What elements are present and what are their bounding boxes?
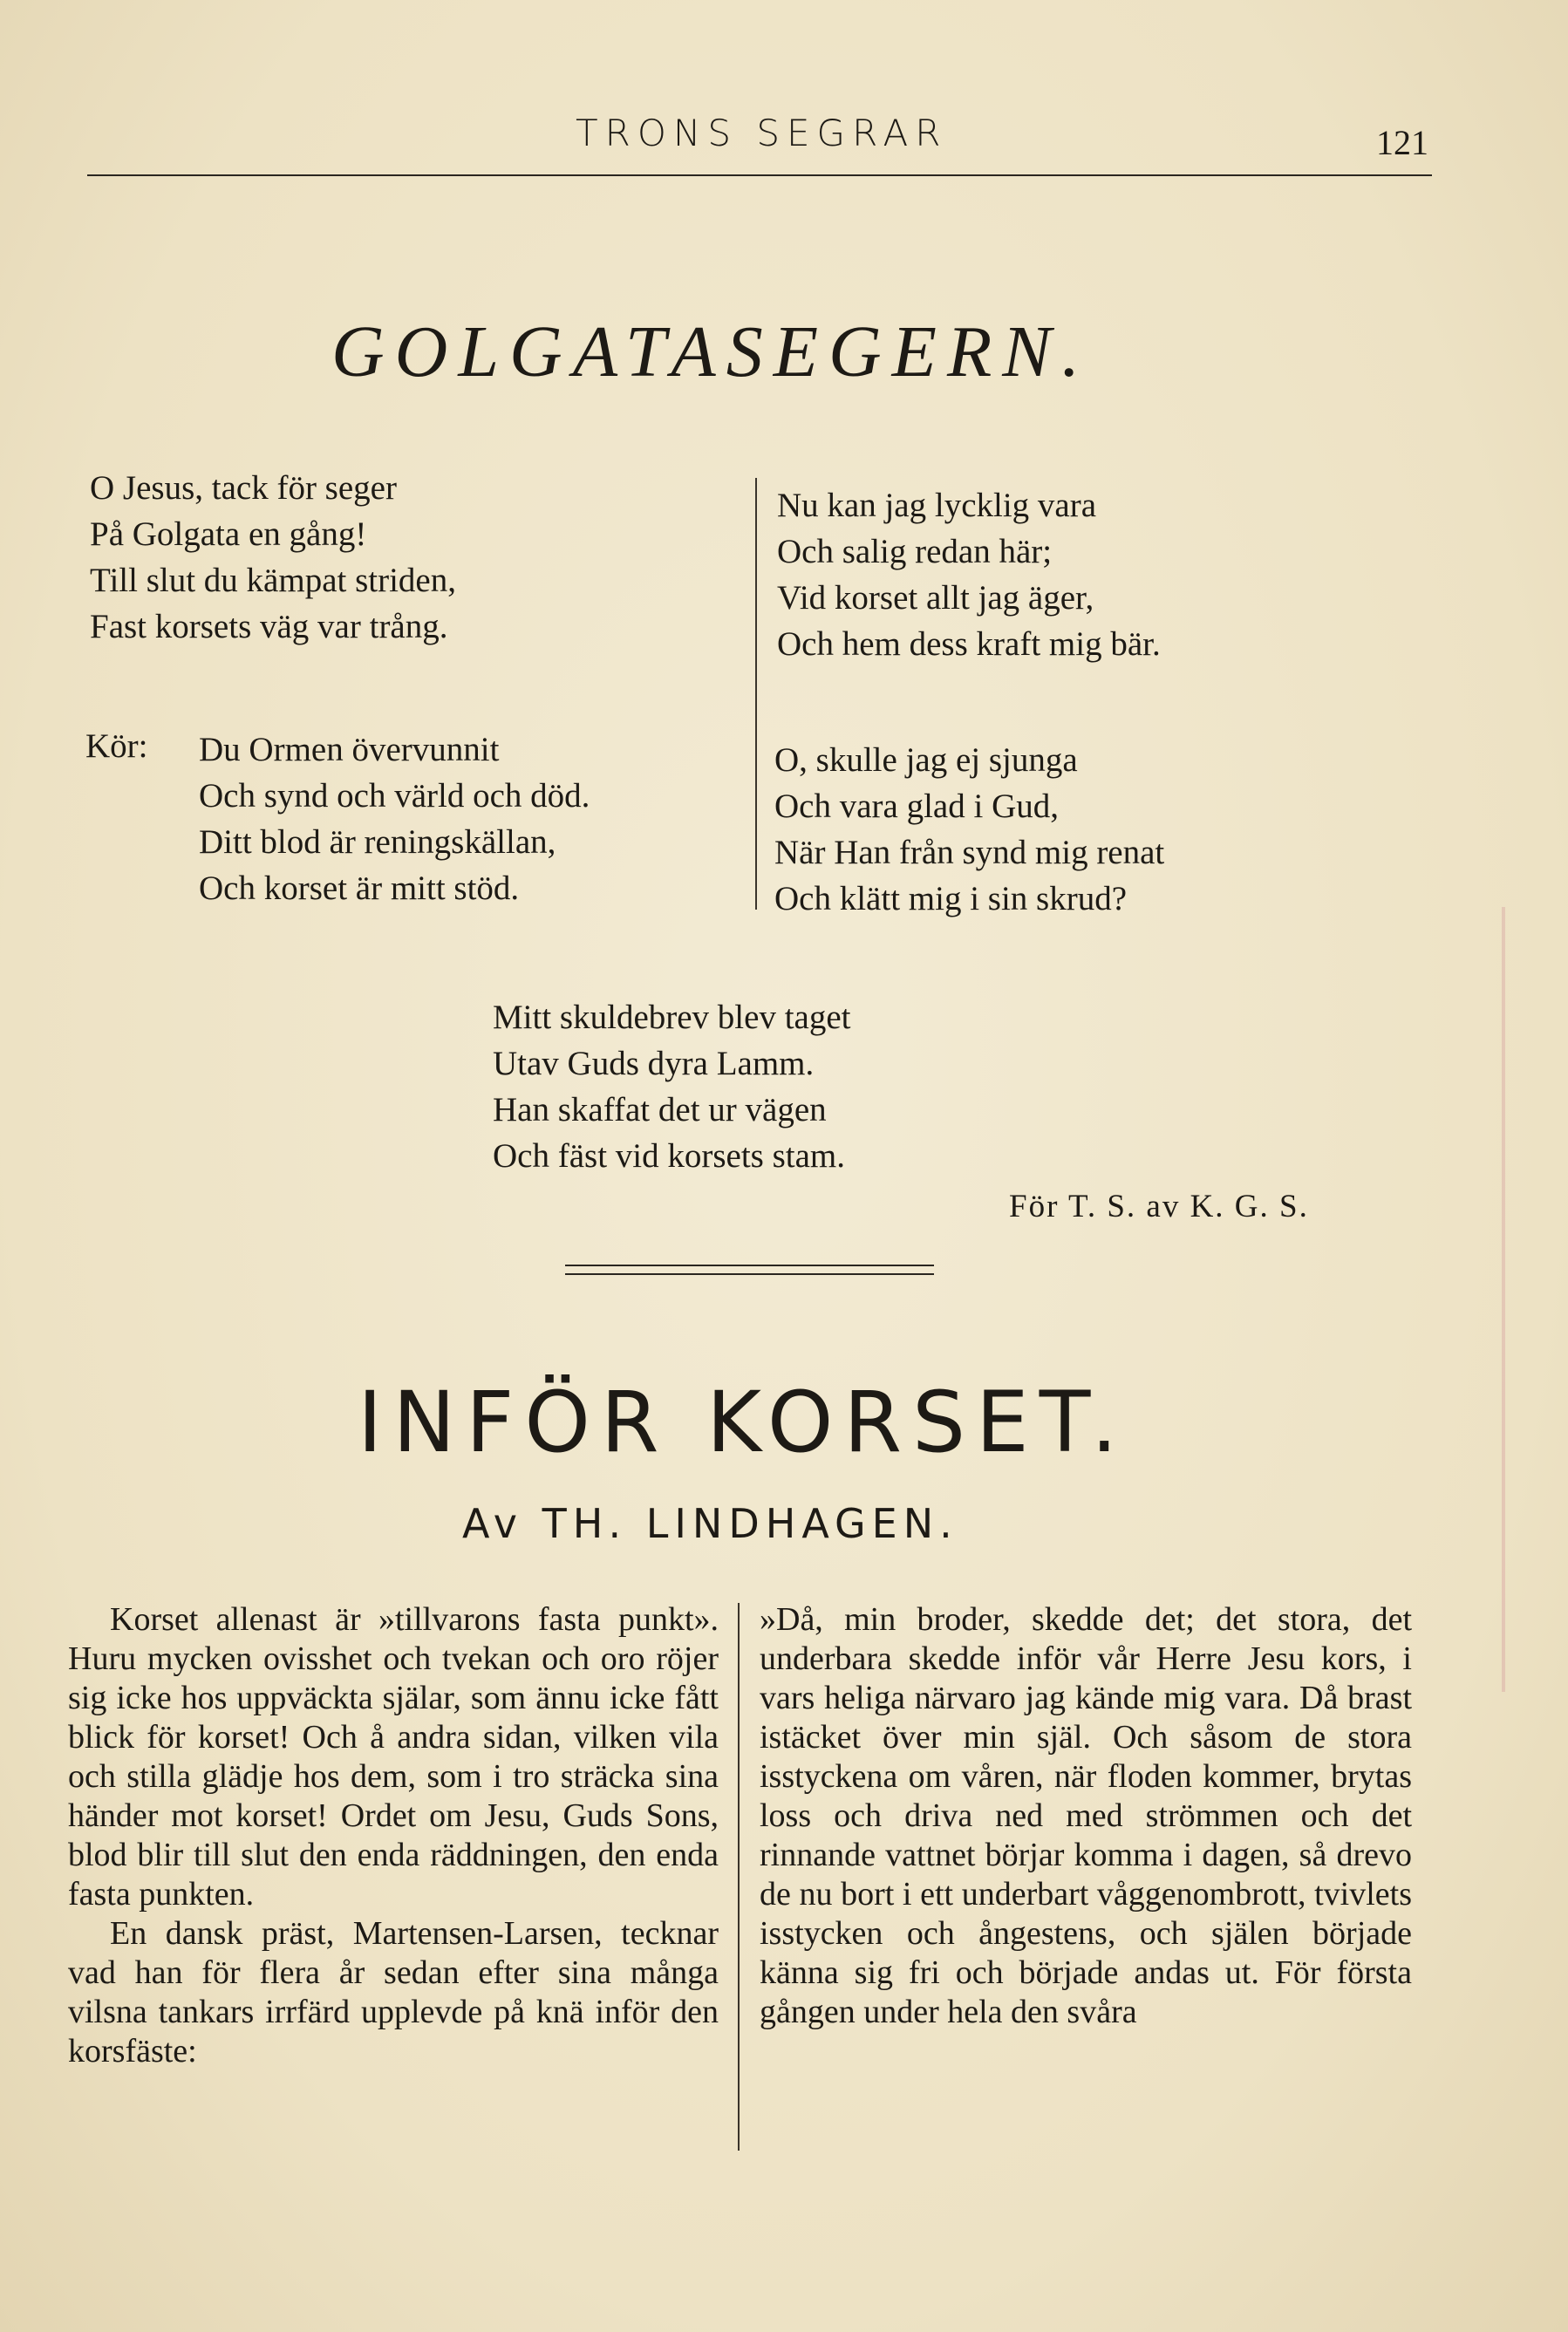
poem-line: O, skulle jag ej sjunga bbox=[774, 741, 1078, 779]
poem-line: Och klätt mig i sin skrud? bbox=[774, 880, 1128, 917]
section-divider-top bbox=[565, 1265, 934, 1266]
poem-line: Till slut du kämpat striden, bbox=[90, 562, 456, 599]
article-right-column bbox=[760, 1600, 1412, 2032]
poem-line: På Golgata en gång! bbox=[90, 515, 367, 553]
poem-line: Ditt blod är reningskällan, bbox=[199, 823, 556, 861]
poem-verse-3 bbox=[774, 737, 1164, 922]
paragraph: En dansk präst, Martensen-Larsen, tecknar vad han för flera år sedan efter sina många vilsna tankars irrfärd upplevde på knä inför den korsfäste: bbox=[68, 1915, 719, 2069]
section-divider-bottom bbox=[565, 1273, 934, 1275]
poem-chorus bbox=[199, 726, 590, 911]
poem-line: Fast korsets väg var trång. bbox=[90, 608, 448, 645]
poem-signature: För T. S. av K. G. S. bbox=[1009, 1189, 1309, 1224]
poem-line: Utav Guds dyra Lamm. bbox=[493, 1045, 815, 1082]
header-rule bbox=[87, 174, 1432, 176]
article-column-divider bbox=[738, 1603, 740, 2151]
poem-line: Och vara glad i Gud, bbox=[774, 788, 1059, 825]
poem-verse-4 bbox=[493, 994, 851, 1179]
poem-line: Han skaffat det ur vägen bbox=[493, 1091, 827, 1128]
poem-line: Vid korset allt jag äger, bbox=[777, 579, 1094, 617]
poem-line: O Jesus, tack för seger bbox=[90, 469, 397, 507]
poem-line: Mitt skuldebrev blev taget bbox=[493, 999, 851, 1036]
poem-line: Och korset är mitt stöd. bbox=[199, 869, 520, 907]
poem-verse-1 bbox=[90, 465, 456, 650]
chorus-label: Kör: bbox=[85, 727, 148, 765]
poem-line: När Han från synd mig renat bbox=[774, 834, 1165, 871]
poem-line: Och synd och värld och död. bbox=[199, 777, 590, 815]
margin-mark bbox=[1502, 907, 1505, 1692]
poem-line: Nu kan jag lycklig vara bbox=[777, 487, 1097, 524]
poem-column-divider bbox=[755, 478, 757, 910]
poem-line: Och hem dess kraft mig bär. bbox=[777, 625, 1161, 663]
poem-title: GOLGATASEGERN. bbox=[331, 311, 1091, 392]
poem-line: Du Ormen övervunnit bbox=[199, 731, 500, 768]
article-left-column bbox=[68, 1600, 719, 2071]
paragraph: »Då, min broder, skedde det; det stora, det underbara skedde inför vår Herre Jesu kors, i vars heliga närvaro jag kände mig vara. Då brast istäcket över min själ. Och såsom de stora isstyckena om våren, när floden kommer, brytas loss och driva ned med strömmen och det rinnande vattnet börjar komma i dagen, så drevo de nu bort i ett underbart våggenombrott, tvivlets isstycken och ångestens, och själen började känna sig fri och började andas ut. För första gången under hela den svåra bbox=[760, 1601, 1412, 2030]
page-number: 121 bbox=[1376, 123, 1428, 162]
article-title: INFÖR KORSET. bbox=[358, 1374, 1128, 1471]
running-title: TRONS SEGRAR bbox=[576, 112, 948, 154]
poem-line: Och fäst vid korsets stam. bbox=[493, 1137, 846, 1175]
poem-line: Och salig redan här; bbox=[777, 533, 1053, 570]
paragraph: Korset allenast är »tillvarons fasta punkt». Huru mycken ovisshet och tvekan och oro röjer sig icke hos uppväckta själar, som ännu icke fått blick för korset! Och å andra sidan, vilken vila och stilla glädje hos dem, som i tro sträcka sina händer mot korset! Ordet om Jesu, Guds Sons, blod blir till slut den enda räddningen, den enda fasta punkten. bbox=[68, 1601, 719, 1913]
poem-verse-2 bbox=[777, 482, 1161, 667]
article-author: Av TH. LINDHAGEN. bbox=[462, 1500, 958, 1547]
